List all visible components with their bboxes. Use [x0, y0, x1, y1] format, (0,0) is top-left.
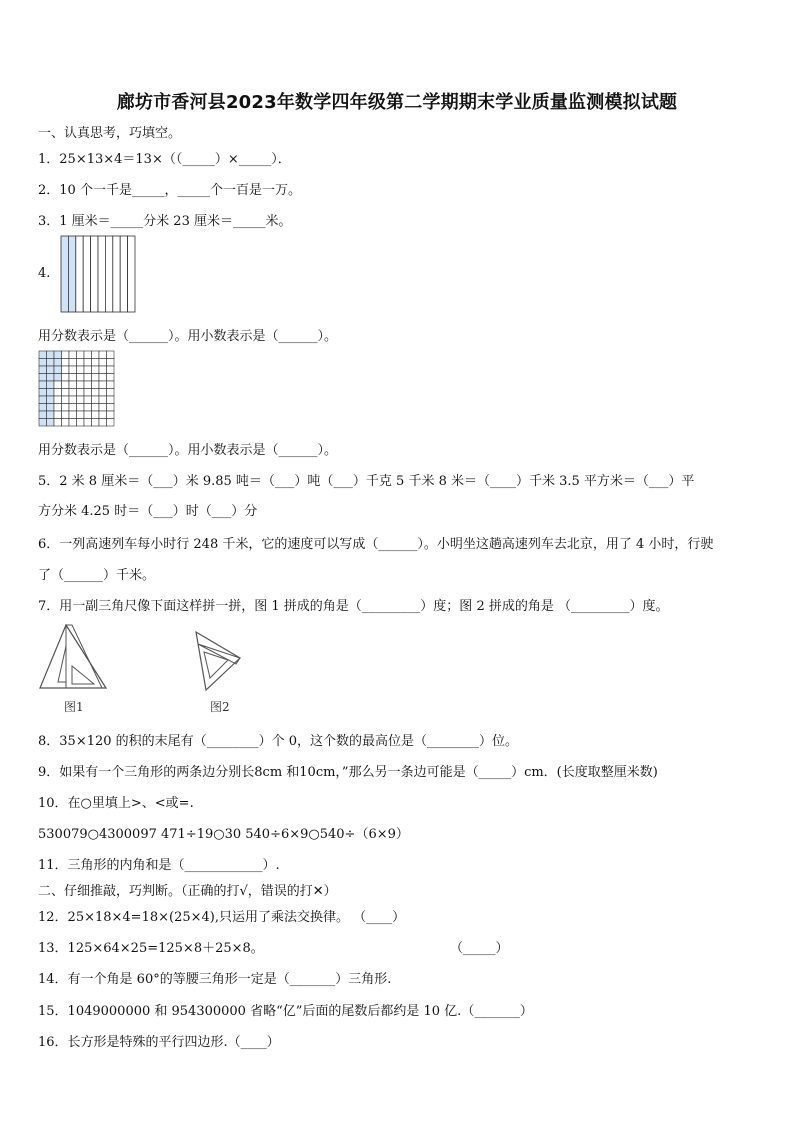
cell — [77, 351, 85, 359]
cell — [84, 381, 92, 389]
strip — [91, 236, 98, 312]
question-2: 2．10 个一千是_____，_____个一百是一万。 — [38, 183, 301, 198]
cell — [99, 374, 107, 382]
question-6-line-2: 了（______）千米。 — [38, 568, 156, 583]
question-7: 7．用一副三角尺像下面这样拼一拼，图 1 拼成的角是（_________）度；图 2 拼成的角是 （_________）度。 — [38, 599, 669, 614]
question-15: 15．1049000000 和 954300000 省略“亿”后面的尾数后都约是 10 亿.（_______） — [38, 1004, 533, 1019]
shaded-cell — [47, 396, 55, 404]
cell — [84, 389, 92, 397]
shaded-cell — [39, 381, 47, 389]
shaded-cell — [39, 351, 47, 359]
figure-1-caption: 图1 — [64, 700, 84, 714]
shaded-cell — [47, 419, 55, 427]
cell — [84, 396, 92, 404]
cell — [107, 359, 115, 367]
shaded-cell — [47, 404, 55, 412]
cell — [69, 366, 77, 374]
cell — [77, 359, 85, 367]
question-4-number: 4. — [38, 266, 51, 281]
cell — [84, 411, 92, 419]
strip — [105, 236, 112, 312]
cell — [92, 419, 100, 427]
cell — [107, 389, 115, 397]
cell — [77, 411, 85, 419]
cell — [62, 359, 70, 367]
shaded-cell — [47, 381, 55, 389]
shaded-cell — [39, 419, 47, 427]
cell — [54, 411, 62, 419]
question-4-line-1: 用分数表示是（______）。用小数表示是（______）。 — [38, 329, 338, 344]
cell — [84, 366, 92, 374]
cell — [84, 359, 92, 367]
tenths-grid-figure — [60, 235, 136, 313]
cell — [99, 381, 107, 389]
shaded-cell — [39, 359, 47, 367]
shaded-cell — [54, 351, 62, 359]
cell — [69, 419, 77, 427]
strip — [98, 236, 105, 312]
cell — [69, 374, 77, 382]
cell — [92, 374, 100, 382]
cell — [107, 366, 115, 374]
strip — [120, 236, 127, 312]
cell — [99, 351, 107, 359]
cell — [84, 404, 92, 412]
hundredths-grid-figure — [38, 350, 115, 427]
cell — [69, 359, 77, 367]
cell — [62, 374, 70, 382]
shaded-cell — [47, 411, 55, 419]
cell — [92, 411, 100, 419]
cell — [99, 419, 107, 427]
cell — [107, 419, 115, 427]
section-1-heading: 一、认真思考，巧填空。 — [38, 126, 182, 141]
cell — [77, 396, 85, 404]
question-5-line-2: 方分米 4.25 时＝（___）时（___）分 — [38, 504, 258, 519]
shaded-cell — [54, 366, 62, 374]
question-1: 1．25×13×4＝13×（（_____）×_____）． — [38, 152, 291, 167]
shaded-cell — [39, 389, 47, 397]
cell — [107, 396, 115, 404]
cell — [54, 389, 62, 397]
cell — [99, 396, 107, 404]
cell — [69, 404, 77, 412]
cell — [92, 389, 100, 397]
page-title: 廊坊市香河县2023年数学四年级第二学期期末学业质量监测模拟试题 — [116, 92, 678, 113]
shaded-cell — [47, 374, 55, 382]
cell — [62, 351, 70, 359]
cell — [107, 351, 115, 359]
question-10: 10．在○里填上>、<或=. — [38, 796, 194, 811]
cell — [62, 381, 70, 389]
shaded-cell — [39, 396, 47, 404]
cell — [62, 411, 70, 419]
cell — [92, 381, 100, 389]
cell — [99, 404, 107, 412]
question-4-line-2: 用分数表示是（______）。用小数表示是（______）。 — [38, 443, 338, 458]
shaded-strip — [61, 236, 68, 312]
cell — [54, 404, 62, 412]
question-11: 11．三角形的内角和是（____________）. — [38, 858, 280, 873]
question-5-line-1: 5．2 米 8 厘米＝（___）米 9.85 吨＝（___）吨（___）千克 5 千米 8 米＝（____）千米 3.5 平方米＝（___）平 — [38, 474, 695, 489]
cell — [92, 404, 100, 412]
cell — [99, 389, 107, 397]
cell — [77, 366, 85, 374]
shaded-cell — [39, 366, 47, 374]
cell — [92, 359, 100, 367]
shaded-cell — [54, 359, 62, 367]
question-13: 13．125×64×25=125×8＋25×8。 — [38, 941, 264, 956]
cell — [77, 419, 85, 427]
cell — [69, 381, 77, 389]
figure-2-caption: 图2 — [210, 700, 230, 714]
cell — [99, 366, 107, 374]
shaded-cell — [54, 374, 62, 382]
cell — [77, 404, 85, 412]
cell — [107, 381, 115, 389]
cell — [107, 411, 115, 419]
question-9: 9．如果有一个三角形的两条边分别长8cm 和10cm，”那么另一条边可能是（_____）cm．(长度取整厘米数) — [38, 765, 658, 780]
shaded-cell — [47, 366, 55, 374]
question-6-line-1: 6．一列高速列车每小时行 248 千米，它的速度可以写成（______）。小明坐这趟高速列车去北京，用了 4 小时，行驶 — [38, 537, 714, 552]
shaded-cell — [39, 411, 47, 419]
cell — [62, 389, 70, 397]
cell — [77, 381, 85, 389]
cell — [54, 381, 62, 389]
question-10-items: 530079○4300097 471÷19○30 540÷6×9○540÷（6×9） — [38, 827, 409, 842]
strip — [128, 236, 135, 312]
question-12: 12．25×18×4=18×(25×4),只运用了乘法交换律。 （____） — [38, 910, 406, 925]
cell — [62, 404, 70, 412]
shaded-strip — [68, 236, 75, 312]
cell — [62, 419, 70, 427]
cell — [77, 374, 85, 382]
cell — [54, 396, 62, 404]
triangle-rulers-figure-2 — [192, 630, 244, 692]
cell — [69, 411, 77, 419]
question-8: 8．35×120 的积的末尾有（________）个 0，这个数的最高位是（________）位。 — [38, 734, 519, 749]
strip — [83, 236, 90, 312]
shaded-cell — [39, 404, 47, 412]
cell — [69, 389, 77, 397]
cell — [77, 389, 85, 397]
section-2-heading: 二、仔细推敲，巧判断。（正确的打√，错误的打✕） — [38, 884, 337, 899]
question-13-blank: （_____） — [450, 941, 509, 956]
strip — [113, 236, 120, 312]
triangle-rulers-figure-1 — [36, 622, 110, 694]
cell — [92, 366, 100, 374]
cell — [92, 351, 100, 359]
cell — [84, 419, 92, 427]
shaded-cell — [47, 351, 55, 359]
cell — [54, 419, 62, 427]
question-14: 14．有一个角是 60°的等腰三角形一定是（_______）三角形. — [38, 972, 392, 987]
cell — [62, 396, 70, 404]
shaded-cell — [39, 374, 47, 382]
question-3: 3．1 厘米＝_____分米 23 厘米＝_____米。 — [38, 214, 292, 229]
cell — [69, 351, 77, 359]
cell — [84, 351, 92, 359]
shaded-cell — [47, 389, 55, 397]
cell — [92, 396, 100, 404]
cell — [69, 396, 77, 404]
cell — [107, 374, 115, 382]
strip — [76, 236, 83, 312]
cell — [62, 366, 70, 374]
shaded-cell — [47, 359, 55, 367]
cell — [99, 411, 107, 419]
cell — [99, 359, 107, 367]
question-16: 16．长方形是特殊的平行四边形.（____） — [38, 1035, 280, 1050]
cell — [84, 374, 92, 382]
cell — [107, 404, 115, 412]
